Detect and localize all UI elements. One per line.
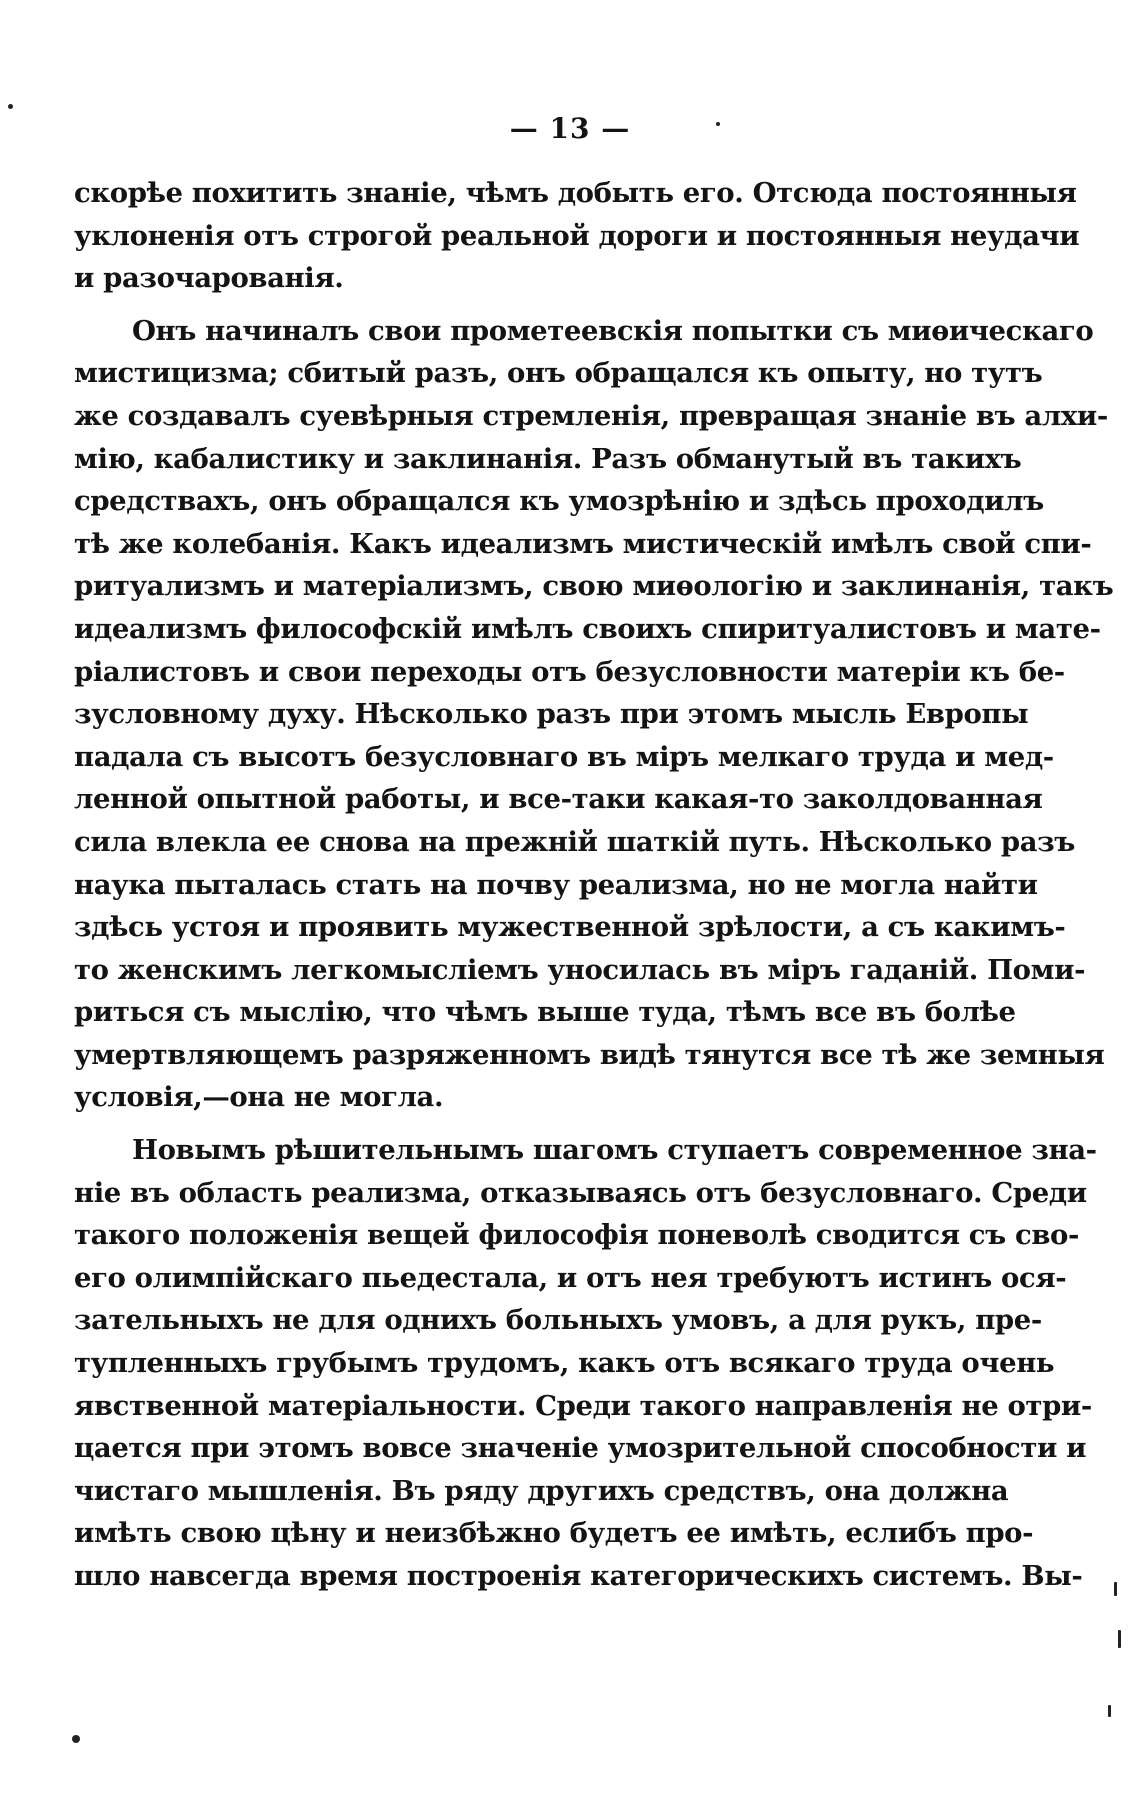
text-line: уклоненія отъ строгой реальной дороги и постоянныя неудачи <box>74 219 1080 252</box>
text-line: шло навсегда время построенія категорическихъ системъ. Вы- <box>74 1560 1083 1592</box>
text-line: то женскимъ легкомысліемъ уносилась въ міръ гаданій. Поми- <box>74 953 1086 986</box>
paragraph-gap <box>74 1119 952 1129</box>
text-line: его олимпійскаго пьедестала, и отъ нея требуютъ истинъ ося- <box>74 1261 1067 1294</box>
page-speck <box>1114 1582 1117 1596</box>
text-line: зусловному духу. Нѣсколько разъ при этомъ мысль Европы <box>74 698 1029 731</box>
text-line: явственной матеріальности. Среди такого направленія не отри- <box>74 1389 1092 1422</box>
text-line: тупленныхъ грубымъ трудомъ, какъ отъ всякаго труда очень <box>74 1347 1055 1380</box>
text-line: риться съ мыслію, что чѣмъ выше туда, тѣмъ все въ болѣе <box>74 996 1016 1029</box>
page-speck <box>72 1735 80 1743</box>
text-line: и разочарованія. <box>74 262 344 295</box>
text-line: наука пыталась стать на почву реализма, но не могла найти <box>74 868 1038 901</box>
text-line: сила влекла ее снова на прежній шаткій путь. Нѣсколько разъ <box>74 825 1075 858</box>
text-line: такого положенія вещей философія поневолѣ сводится съ сво- <box>74 1219 1080 1252</box>
page-number: — 13 — <box>509 112 631 145</box>
text-line: Новымъ рѣшительнымъ шагомъ ступаетъ современное зна- <box>132 1134 1097 1167</box>
text-line: мистицизма; сбитый разъ, онъ обращался къ опыту, но тутъ <box>74 357 1043 390</box>
text-line: скорѣе похитить знаніе, чѣмъ добыть его. Отсюда постоянныя <box>74 177 1077 209</box>
text-line: ленной опытной работы, и все-таки какая-то заколдованная <box>74 783 1043 816</box>
text-line: умертвляющемъ разряженномъ видѣ тянутся все тѣ же земныя <box>74 1038 1105 1071</box>
page-speck <box>8 104 13 109</box>
page-speck <box>1108 1705 1111 1717</box>
text-line: мію, кабалистику и заклинанія. Разъ обманутый въ такихъ <box>74 442 1022 475</box>
text-line: идеализмъ философскій имѣлъ своихъ спиритуалистовъ и мате- <box>74 612 1101 645</box>
text-line: здѣсь устоя и проявить мужественной зрѣлости, а съ какимъ- <box>74 911 1066 944</box>
page-speck <box>716 122 720 126</box>
text-line: ріалистовъ и свои переходы отъ безусловности матеріи къ бе- <box>74 655 1065 688</box>
text-line: зательныхъ не для однихъ больныхъ умовъ, а для рукъ, пре- <box>74 1304 1042 1337</box>
text-line: имѣть свою цѣну и неизбѣжно будетъ ее имѣть, еслибъ про- <box>74 1517 1034 1550</box>
text-line: ніе въ область реализма, отказываясь отъ безусловнаго. Среди <box>74 1176 1087 1209</box>
page-speck <box>1118 1630 1121 1648</box>
text-line: чистаго мышленія. Въ ряду другихъ средствъ, она должна <box>74 1474 1009 1507</box>
paragraph-gap <box>74 300 952 310</box>
text-line: же создавалъ суевѣрныя стремленія, превращая знаніе въ алхи- <box>74 399 1108 432</box>
text-line: падала съ высотъ безусловнаго въ міръ мелкаго труда и мед- <box>74 740 1054 773</box>
text-line: Онъ начиналъ свои прометеевскія попытки съ миѳическаго <box>132 314 1094 347</box>
text-line: цается при этомъ вовсе значеніе умозрительной способности и <box>74 1432 1087 1465</box>
text-line: тѣ же колебанія. Какъ идеализмъ мистическій имѣлъ свой спи- <box>74 527 1092 560</box>
text-line: ритуализмъ и матеріализмъ, свою миѳологію и заклинанія, такъ <box>74 570 1114 603</box>
text-line: условія,—она не могла. <box>74 1081 444 1114</box>
page-text <box>74 172 1114 1598</box>
text-line: средствахъ, онъ обращался къ умозрѣнію и здѣсь проходилъ <box>74 485 1044 518</box>
